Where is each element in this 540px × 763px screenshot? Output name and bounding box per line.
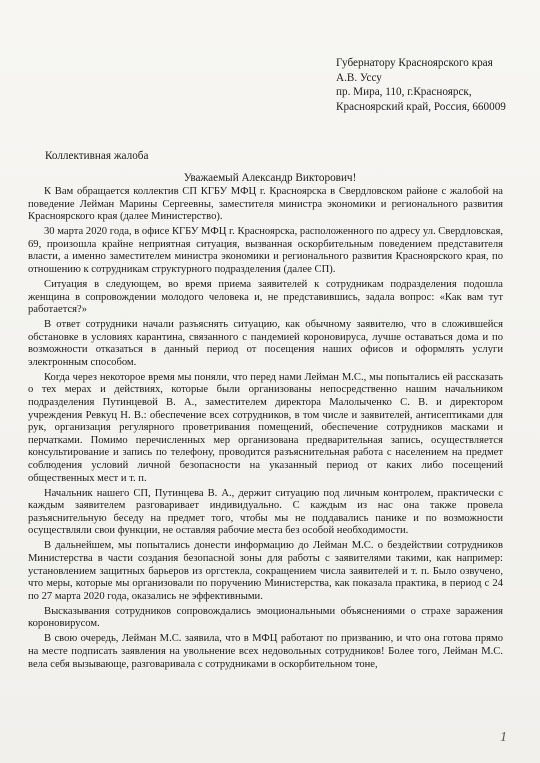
paragraph: В свою очередь, Лейман М.С. заявила, что в МФЦ работают по призванию, и что она готова прямо на месте подписать заявления на увольнение всех недовольных сотрудников! Более того, Лейман М.С. вела себя вызывающе, разговаривала с сотрудниками в оскорбительном тоне,: [28, 633, 503, 670]
addressee-title: Губернатору Красноярского края: [336, 57, 493, 69]
document-type: Коллективная жалоба: [45, 150, 149, 162]
addressee-block: [336, 56, 536, 114]
addressee-region: Красноярский край, Россия, 660009: [336, 100, 506, 113]
handwritten-page-mark: 1: [500, 730, 507, 745]
paragraph: В дальнейшем, мы попытались донести информацию до Лейман М.С. о бездействии сотрудников Министерства в части создания безопасной зоны для работы с заявителями такими, как например: установлением защитных барьеров из оргстекла, сокращением числа заявителей и т. п. Было озвучено, что меры, которые мы организовали по поручению Министерства, как показала практика, в период с 24 по 27 марта 2020 года, оказались не эффективными.: [28, 540, 503, 602]
addressee-name: А.В. Уссу: [336, 71, 382, 84]
salutation: Уважаемый Александр Викторович!: [183, 172, 357, 184]
addressee-street: пр. Мира, 110, г.Красноярск,: [336, 86, 472, 99]
paragraph: 30 марта 2020 года, в офисе КГБУ МФЦ г. Красноярска, расположенного по адресу ул. Свердловская, 69, произошла крайне неприятная ситуация, вызванная оскорбительным поведением представителя власти, а именно заместителем министра экономики и регионального развития Красноярского края, по отношению к сотрудникам структурного подразделения (далее СП).: [28, 226, 503, 275]
paragraph: Начальник нашего СП, Путинцева В. А., держит ситуацию под личным контролем, практически с каждым заявителем разговаривает индивидуально. С каждым из нас она также провела разъяснительную беседу на предмет того, чтобы мы не поддавались панике и по возможности осуществляли свои функции, не оставляя рабочие места без особой необходимости.: [28, 487, 503, 537]
paragraph: В ответ сотрудники начали разъяснять ситуацию, как обычному заявителю, что в сложившейся обстановке в условиях карантина, связанного с пандемией короновируса, лучше оставаться дома и по возможности отказаться в данный период от посещения наших офисов и оформлять услуги электронным способом.: [28, 319, 503, 368]
paragraph: Ситуация в следующем, во время приема заявителей к сотрудникам подразделения подошла женщина в сопровождении молодого человека и, не представившись, задала вопрос: «Как вам тут работается?»: [28, 278, 503, 316]
paragraph: К Вам обращается коллектив СП КГБУ МФЦ г. Красноярска в Свердловском районе с жалобой на поведение Лейман Марины Сергеевны, заместителя министра экономики и регионального развития Красноярского края (далее Министерство).: [28, 186, 503, 223]
paragraph: Когда через некоторое время мы поняли, что перед нами Лейман М.С., мы попытались ей рассказать о тех мерах и действиях, которые были организованы непосредственно нашим начальником подразделения Путинцевой В. А., заместителем директора Малолыченко С. В. и директором учреждения Ревкуц Н. В.: обеспечение всех сотрудников, в том числе и заявителей, антисептиками для рук, организация регулярного проветривания помещений, обеспечение сотрудников масками и перчатками. Помимо перечисленных мер организована предварительная запись, осуществляется консультирование и запись по телефону, проводится разъяснительная работа с населением на предмет соблюдения условий личной безопасности на указанный период от каких либо посещений общественных мест и т. п.: [28, 371, 503, 484]
letter-body: [28, 186, 503, 673]
paragraph: Высказывания сотрудников сопровождались эмоциональными объяснениями о страхе заражения короновирусом.: [28, 605, 503, 630]
